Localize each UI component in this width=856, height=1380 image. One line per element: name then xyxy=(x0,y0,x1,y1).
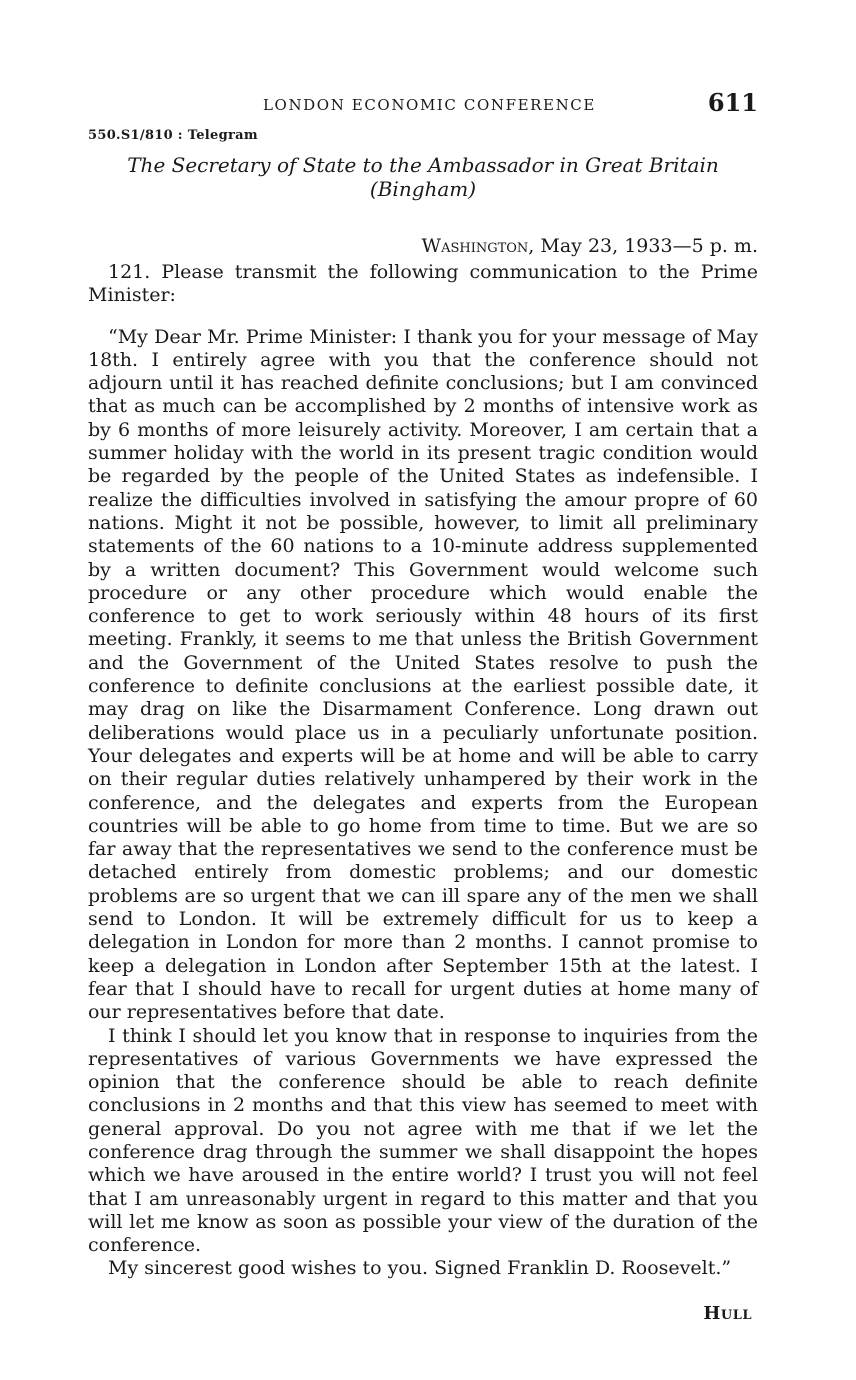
paragraph-intro: 121. Please transmit the following communication to the Prime Minister: xyxy=(88,261,758,307)
document-heading xyxy=(88,153,758,201)
paragraph-letter-closing: My sincerest good wishes to you. Signed Franklin D. Roosevelt.” xyxy=(108,1257,732,1280)
heading-line-2: (Bingham) xyxy=(369,177,477,201)
signature: Hull xyxy=(703,1302,752,1324)
body-text xyxy=(88,261,758,1281)
document-page xyxy=(88,88,758,1324)
page-number: 611 xyxy=(707,88,758,117)
heading-line-1: The Secretary of State to the Ambassador in Great Britain xyxy=(127,153,719,177)
file-reference: 550.S1/810 : Telegram xyxy=(88,128,258,143)
running-head-title: LONDON ECONOMIC CONFERENCE xyxy=(263,96,596,114)
dateline xyxy=(88,235,758,257)
running-head xyxy=(88,88,758,122)
dateline-date: May 23, 1933—5 p. m. xyxy=(534,235,758,257)
dateline-place: Washington, xyxy=(421,235,535,257)
paragraph-letter-1: “My Dear Mr. Prime Minister: I thank you for your message of May 18th. I entirely agree with you that the conference should not adjourn until it has reached definite conclusions; but I am convinced that as much can be accomplished by 2 months of intensive work as by 6 months of more leisurely activity. Moreover, I am certain that a summer holiday with the world in its present tragic condition would be regarded by the people of the United States as indefensible. I realize the difficulties involved in satisfying the amour propre of 60 nations. Might it not be possible, however, to limit all preliminary statements of the 60 nations to a 10-minute address supplemented by a written document? This Government would welcome such procedure or any other procedure which would enable the conference to get to work seriously within 48 hours of its first meeting. Frankly, it seems to me that unless the British Government and the Government of the United States resolve to push the conference to definite conclusions at the earliest possible date, it may drag on like the Disarmament Conference. Long drawn out deliberations would place us in a peculiarly unfortunate position. Your delegates and experts will be at home and will be able to carry on their regular duties relatively unhampered by their work in the conference, and the delegates and experts from the European countries will be able to go home from time to time. But we are so far away that the representatives we send to the conference must be detached entirely from domestic problems; and our domestic problems are so urgent that we can ill spare any of the men we shall send to London. It will be extremely difficult for us to keep a delegation in London for more than 2 months. I cannot promise to keep a delegation in London after September 15th at the latest. I fear that I should have to recall for urgent duties at home many of our representatives before that date. xyxy=(88,325,758,1024)
paragraph-letter-2: I think I should let you know that in response to inquiries from the representatives of various Governments we have expressed the opinion that the conference should be able to reach definite conclusions in 2 months and that this view has seemed to meet with general approval. Do you not agree with me that if we let the conference drag through the summer we shall disappoint the hopes which we have aroused in the entire world? I trust you will not feel that I am unreasonably urgent in regard to this matter and that you will let me know as soon as possible your view of the duration of the conference. xyxy=(88,1024,758,1257)
